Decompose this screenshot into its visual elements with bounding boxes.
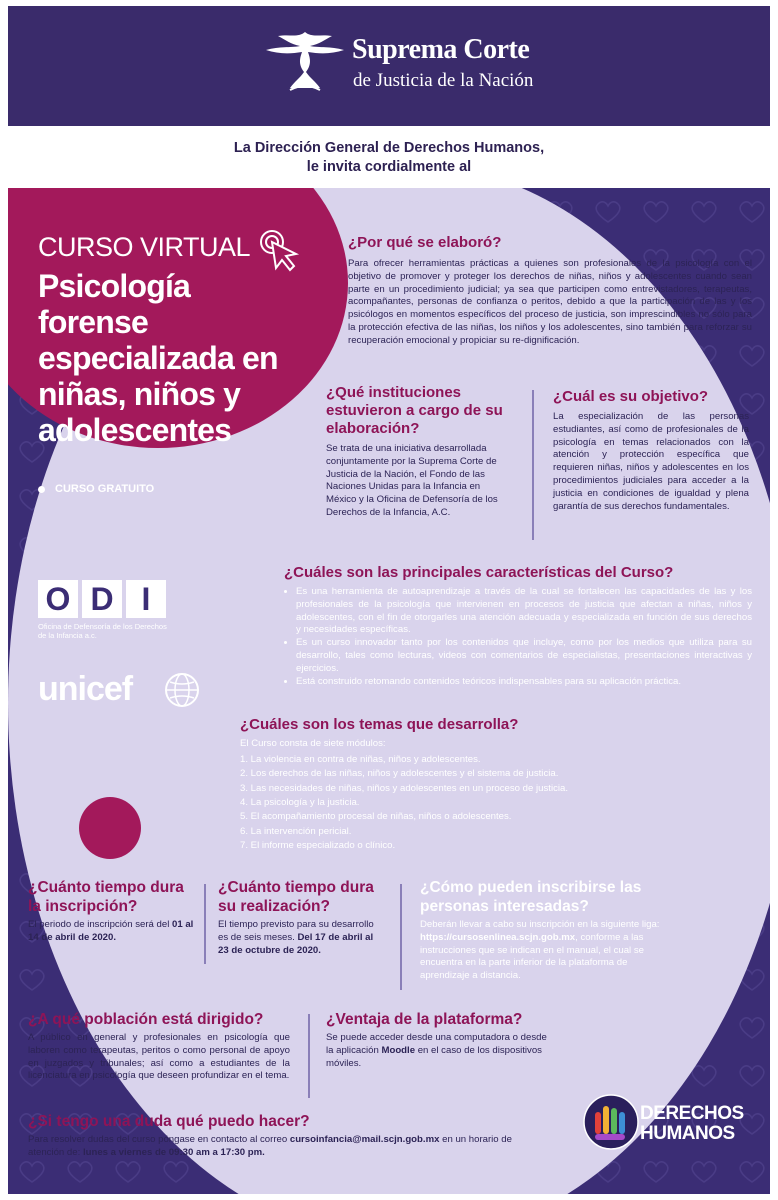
course-label: CURSO VIRTUAL	[38, 232, 251, 262]
list-item: 1. La violencia en contra de niñas, niños y adolescentes.	[240, 753, 481, 765]
contact-email-link[interactable]: cursoinfancia@mail.scjn.gob.mx	[289, 1134, 440, 1145]
features-section	[284, 564, 752, 688]
course-link[interactable]: https://cursosenlinea.scjn.gob.mx	[420, 931, 576, 943]
objective-text: La especialización de las personas estudiantes, así como de profesionales de la psicología en temas relacionados con la atención y protección específica que requieren niñas, niños y adolescentes en los procedimientos judiciales para acceder a la justicia en condiciones de igualdad y plena garantía de sus derechos fundamentales.	[553, 411, 749, 512]
institutions-section	[326, 384, 510, 520]
list-item: 2. Los derechos de las niñas, niños y adolescentes y el sistema de justicia.	[240, 768, 559, 780]
odi-logo	[38, 580, 170, 640]
free-course-badge: CURSO GRATUITO	[38, 483, 154, 495]
population-section	[28, 1010, 290, 1083]
scjn-logo	[260, 28, 580, 108]
list-item: 7. El informe especializado o clínico.	[240, 840, 396, 852]
invitation-line-1: La Dirección General de Derechos Humanos,	[233, 140, 545, 156]
objective-section	[553, 388, 749, 513]
population-text: A público en general y profesionales en psicología que laboren como terapeutas, peritos o como personal de apoyo en juzgados y tribunales; así como a estudiantes de la licenciatura en psicología que deseen profundizar en el tema.	[28, 1032, 290, 1082]
advantage-heading: ¿Ventaja de la plataforma?	[326, 1011, 523, 1028]
population-heading: ¿A qué población está dirigido?	[28, 1011, 264, 1028]
topics-heading: ¿Cuáles son los temas que desarrolla?	[240, 716, 519, 733]
how-to-enroll-text: Deberán llevar a cabo su inscripción en la siguiente liga: https://cursosenlinea.scjn.gob.mx, conforme a las instrucciones que se indican en el manual, el cual se encuentra en la parte inferior de la plataforma de aprendizaje a distancia.	[420, 919, 660, 982]
list-item: 4. La psicología y la justicia.	[240, 797, 360, 809]
divider-line	[308, 1014, 310, 1098]
divider-line	[204, 884, 206, 964]
how-to-enroll-section	[420, 878, 664, 983]
list-item: 5. El acompañamiento procesal de niñas, niños o adolescentes.	[240, 811, 512, 823]
doubt-text: Para resolver dudas del curso póngase en contacto al correo cursoinfancia@mail.scjn.gob.mx en un horario de atención de: lunes a viernes de 09:30 am a 17:30 pm.	[28, 1134, 512, 1158]
invitation-line-2: le invita cordialmente al	[306, 159, 472, 175]
doubt-heading: ¿Si tengo una duda qué puedo hacer?	[28, 1113, 310, 1130]
globe-icon	[164, 672, 200, 708]
institutions-text: Se trata de una iniciativa desarrollada conjuntamente por la Suprema Corte de Justicia de la Nación, el Fondo de las Naciones Unidas para la Infancia en México y la Oficina de Defensoría de los Derechos de la Infancia, A.C.	[326, 443, 498, 518]
course-title: Psicología forense especializada en niñas, niños y adolescentes	[38, 268, 278, 448]
header-band	[8, 6, 770, 126]
poster	[8, 6, 770, 1194]
odi-letter: I	[126, 580, 166, 618]
logo-title: Suprema Corte	[352, 34, 530, 65]
list-item: • Está construido retomando contenidos teóricos indispensables para su aplicación práctica.	[296, 676, 752, 689]
list-item: 3. Las necesidades de niñas, niños y adolescentes en un proceso de justicia.	[240, 782, 569, 794]
why-text: Para ofrecer herramientas prácticas a quienes son profesionales de la psicología con el objetivo de promover y proteger los derechos de niñas, niños y adolescentes cuando sean parte en un procedimiento judicial; ya sea que participen como entrevistadores, terapeutas, acompañantes, personas de confianza o peritos, debido a que la participación de las y los psicólogos en momentos específicos del proceso de justicia, son imprescindibles no sólo para la protección efectiva de las niñas, los niños y los adolescentes, sino también para reforzar su recuperación emocional y propiciar su re-dignificación.	[348, 258, 752, 346]
modules-list	[240, 753, 660, 854]
list-item: 6. La intervención pericial.	[240, 825, 352, 837]
bullet-dot-icon	[38, 486, 45, 493]
features-heading: ¿Cuáles son las principales características del Curso?	[284, 564, 674, 581]
features-list	[284, 586, 752, 688]
unicef-logo: unicef	[38, 670, 133, 708]
institutions-heading: ¿Qué instituciones estuvieron a cargo de su elaboración?	[326, 384, 503, 437]
list-item: • Es un curso innovador tanto por los contenidos que incluye, como por los medios que utiliza para su desarrollo, tales como lecturas, videos con comentarios de especialistas, presentaciones interactivas y ejercicios.	[296, 637, 752, 675]
advantage-section	[326, 1010, 548, 1070]
why-heading: ¿Por qué se elaboró?	[348, 234, 502, 251]
logo-subtitle: de Justicia de la Nación	[353, 70, 534, 91]
odi-letter: D	[82, 580, 122, 618]
odi-subtitle: Oficina de Defensoría de los Derechos de la Infancia a.c.	[38, 622, 167, 640]
doubt-section	[28, 1112, 528, 1160]
list-item: • Es una herramienta de autoaprendizaje a través de la cual se fortalecen las capacidades de las y los profesionales de la psicología que intervienen en procesos de justicia que afectan a niñas, niños y adolescentes, con el fin de otorgarles una atención adecuada y especializada en función de sus derechos y necesidades específicas.	[296, 586, 752, 637]
enrollment-time-heading: ¿Cuánto tiempo dura la inscripción?	[28, 879, 184, 915]
objective-heading: ¿Cuál es su objetivo?	[553, 388, 709, 405]
odi-letter: O	[38, 580, 78, 618]
duration-heading: ¿Cuánto tiempo dura su realización?	[218, 879, 374, 915]
advantage-text: Se puede acceder desde una computadora o desde la aplicación Moodle en el caso de los dispositivos móviles.	[326, 1032, 547, 1069]
enrollment-time-section	[28, 878, 196, 945]
invitation-band	[8, 126, 770, 188]
duration-text: El tiempo previsto para su desarrollo es de seis meses. Del 17 de abril al 23 de octubre de 2020.	[218, 919, 374, 956]
enrollment-time-text: El periodo de inscripción será del 01 al 14 de abril de 2020.	[28, 919, 194, 943]
eagle-seal-icon	[260, 28, 350, 94]
how-to-enroll-heading: ¿Cómo pueden inscribirse las personas interesadas?	[420, 879, 642, 915]
duration-section	[218, 878, 386, 957]
derechos-humanos-logo: DERECHOS HUMANOS	[640, 1103, 744, 1144]
raised-hands-icon	[583, 1094, 639, 1150]
divider-line	[400, 884, 402, 990]
divider-line	[532, 390, 534, 540]
why-section	[348, 234, 752, 348]
topics-section	[240, 716, 660, 854]
topics-intro: El Curso consta de siete módulos:	[240, 738, 386, 749]
